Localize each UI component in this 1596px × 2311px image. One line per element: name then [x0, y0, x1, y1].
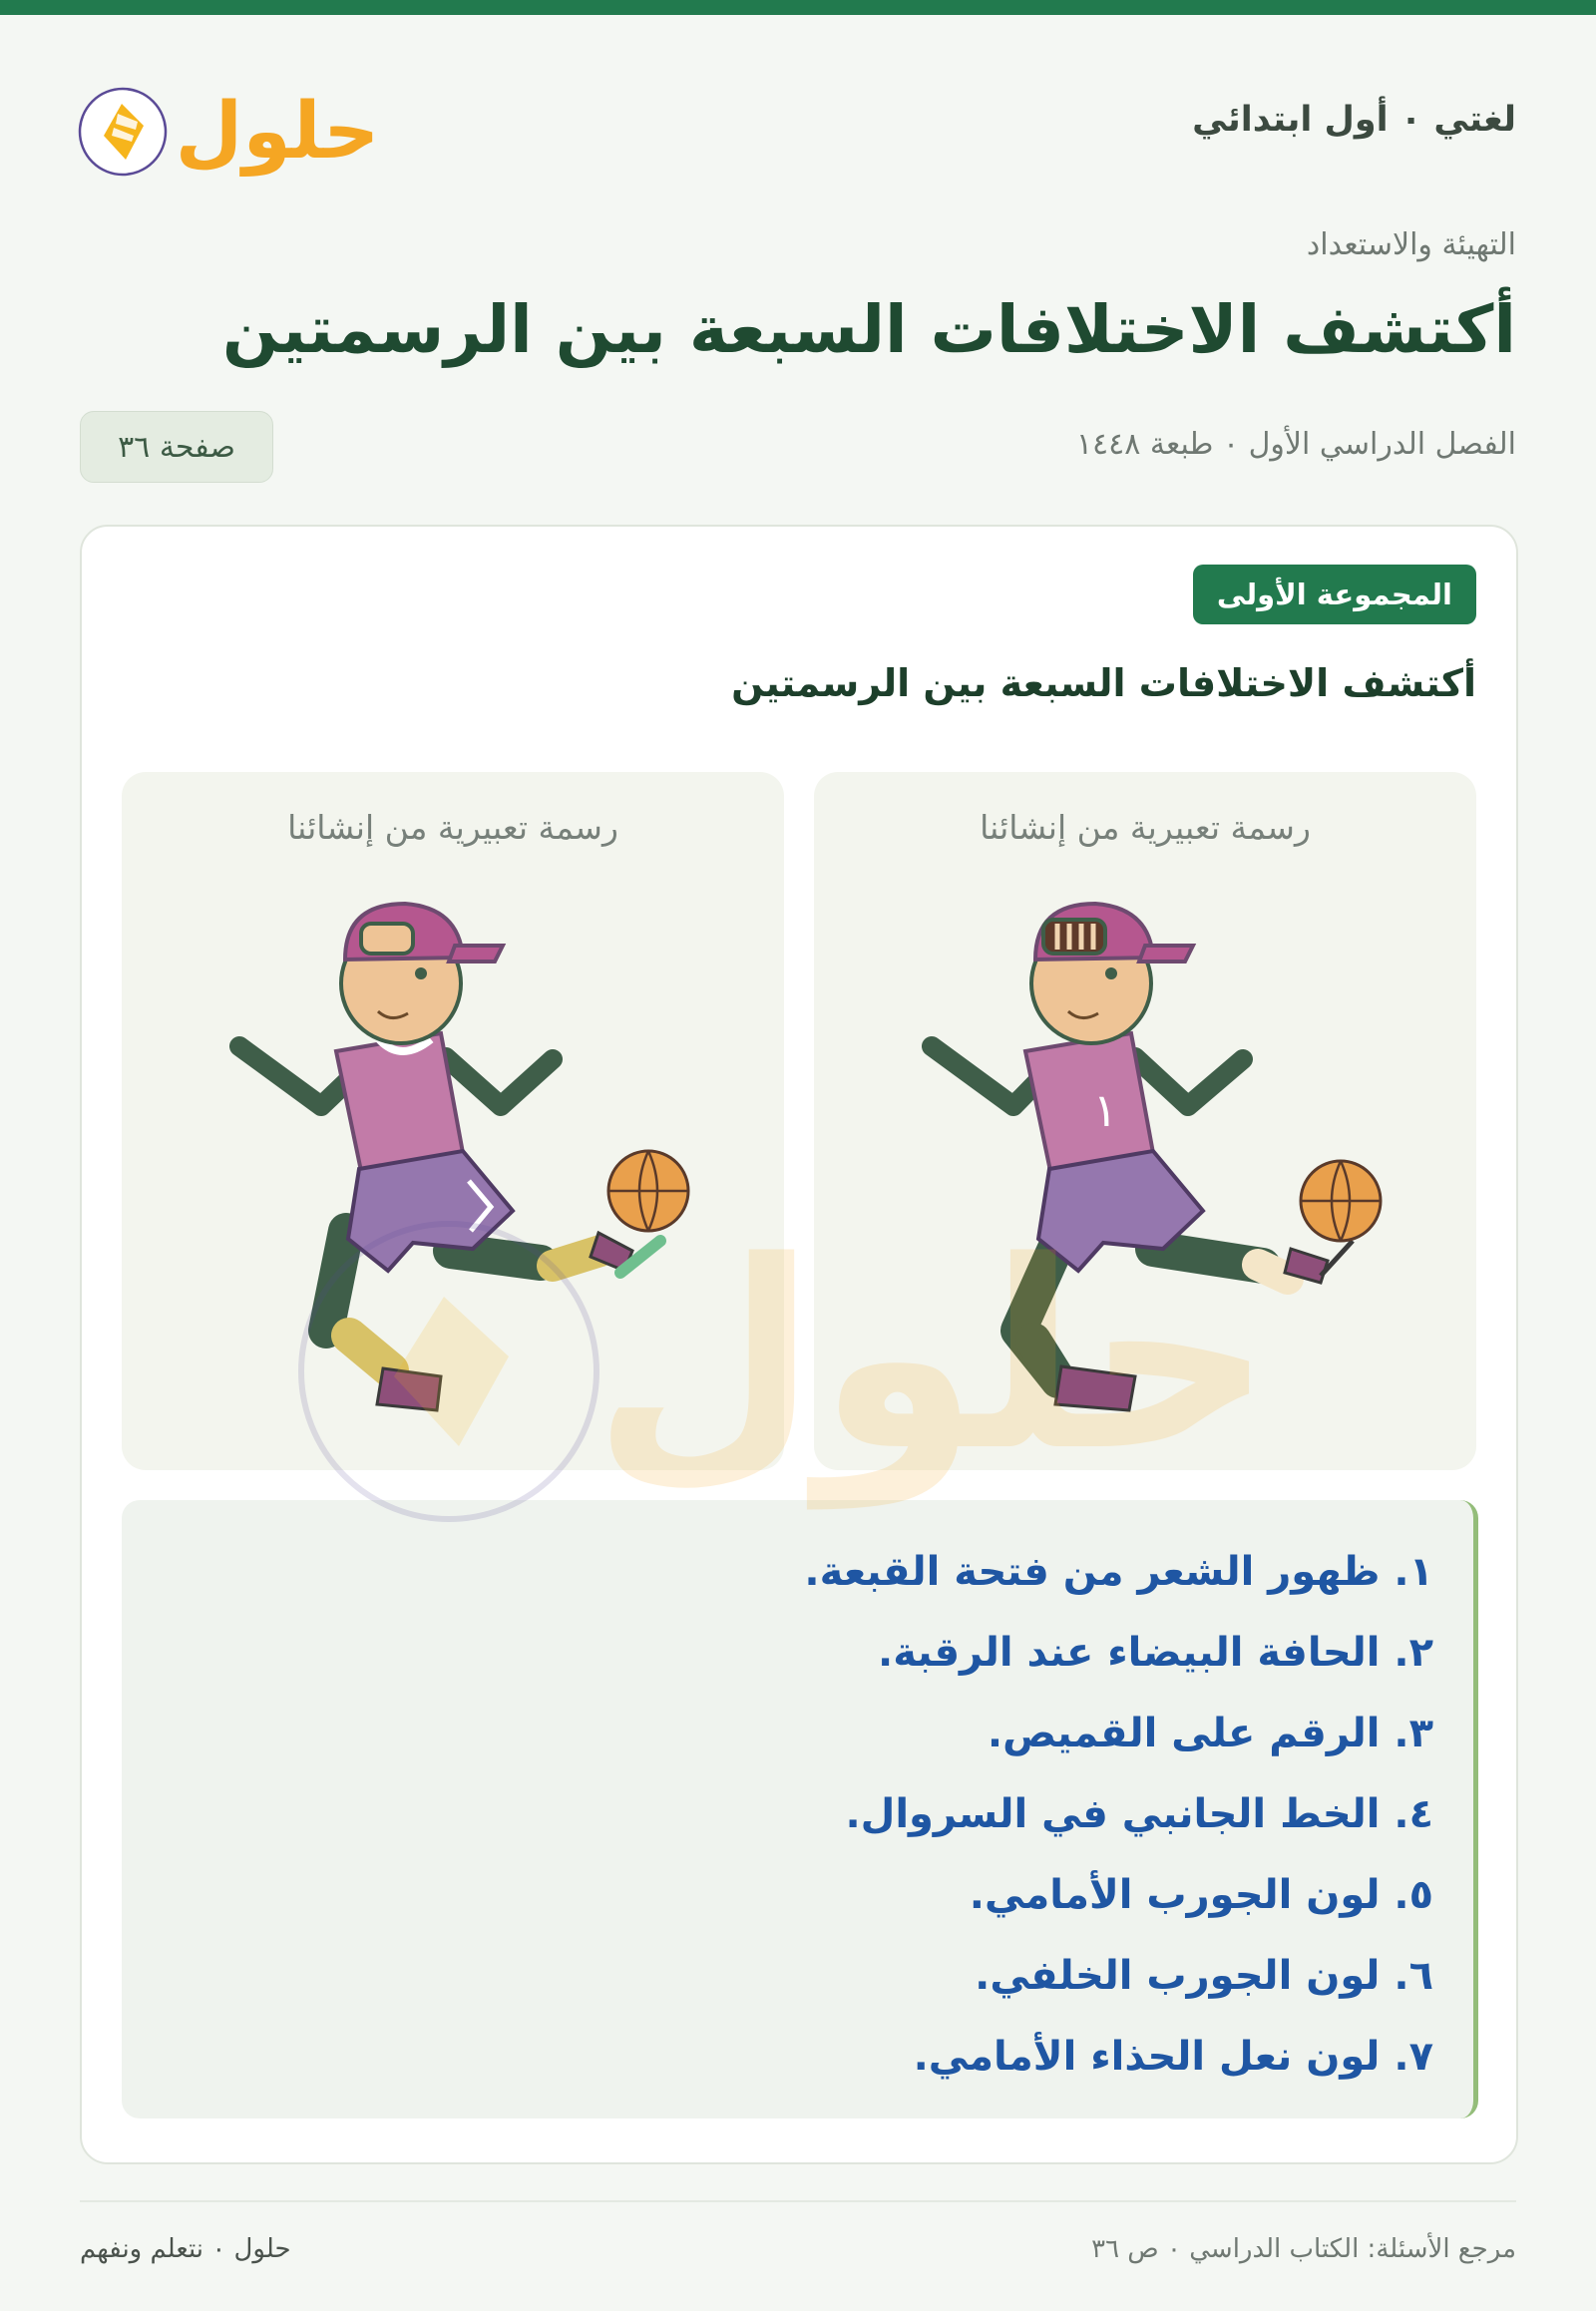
footer-divider	[80, 2200, 1516, 2202]
image-panel-first	[814, 772, 1476, 1470]
group-badge: المجموعة الأولى	[1193, 565, 1476, 624]
image-panel-second	[122, 772, 784, 1470]
answer-item: ٤. الخط الجانبي في السروال.	[845, 1791, 1433, 1837]
answer-item: ٢. الحافة البيضاء عند الرقبة.	[878, 1630, 1433, 1676]
exercise-card	[80, 525, 1518, 2164]
footer-brand: حلول ٠ نتعلم ونفهم	[80, 2234, 291, 2264]
page-title: أكتشف الاختلافات السبعة بين الرسمتين	[221, 291, 1516, 368]
answer-item: ٥. لون الجورب الأمامي.	[969, 1872, 1433, 1918]
card-title: أكتشف الاختلافات السبعة بين الرسمتين	[731, 661, 1476, 705]
player-drawing-second	[122, 772, 784, 1470]
top-accent-bar	[0, 0, 1596, 15]
answer-item: ٣. الرقم على القميص.	[987, 1711, 1433, 1756]
footer-source: مرجع الأسئلة: الكتاب الدراسي ٠ ص ٣٦	[1091, 2234, 1516, 2264]
page-number-badge: صفحة ٣٦	[80, 411, 273, 483]
image-caption: رسمة تعبيرية من إنشائنا	[287, 808, 618, 847]
answer-item: ٧. لون نعل الحذاء الأمامي.	[913, 2034, 1433, 2080]
hulul-logo[interactable]	[78, 64, 380, 178]
answer-item: ١. ظهور الشعر من فتحة القبعة.	[804, 1549, 1433, 1595]
image-caption: رسمة تعبيرية من إنشائنا	[980, 808, 1311, 847]
logo-wordmark: حلول	[175, 87, 380, 177]
answers-list	[122, 1500, 1473, 2098]
section-label: التهيئة والاستعداد	[1306, 227, 1516, 262]
answers-box	[122, 1500, 1478, 2118]
answer-item: ٦. لون الجورب الخلفي.	[975, 1953, 1433, 1999]
term-info: الفصل الدراسي الأول ٠ طبعة ١٤٤٨	[1075, 427, 1516, 462]
shirt-number: ١	[1092, 1083, 1118, 1137]
course-label: لغتي ٠ أول ابتدائي	[1192, 100, 1516, 140]
player-drawing-first	[814, 772, 1476, 1470]
